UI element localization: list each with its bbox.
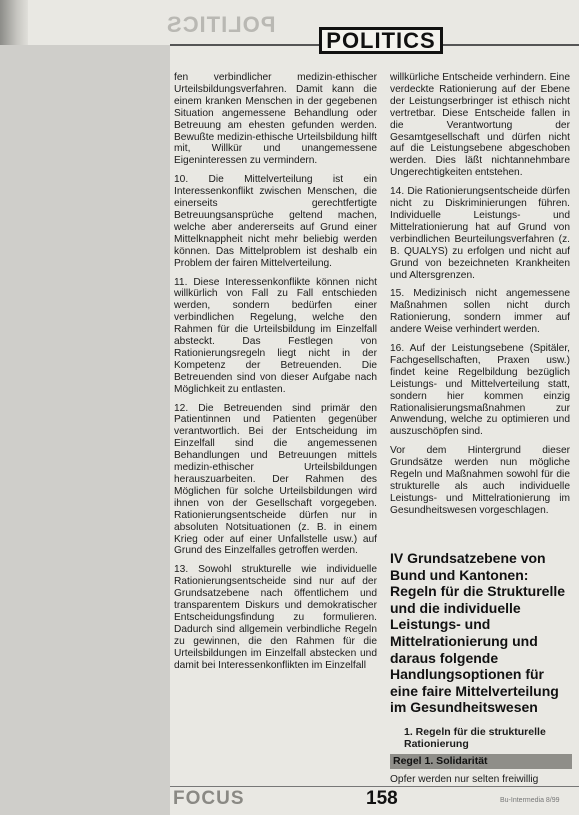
magazine-name: FOCUS (173, 788, 245, 809)
subheading: 1. Regeln für die strukturelle Rationierung (404, 725, 546, 750)
paragraph: Vor dem Hintergrund dieser Grundsätze werden nun mögliche Regeln und Maßnahmen sowohl für die strukturelle als auch individuelle Leistungs- und Mittelrationierung im Gesundheitswesen vorgeschlagen. (390, 445, 570, 516)
mirrored-ghost-title: POLITICS (166, 12, 276, 37)
paragraph: fen verbindlicher medizin-ethischer Urteilsbildungsverfahren. Damit kann die einem kranken Menschen in der gegebenen Situation angemessene Behandlung oder Betreuung am ehesten gefunden werden. Bewußte medizin-ethische Urteilsbildung hilft mit, Willkür und unangemessene Eigeninteressen zu vermindern. (174, 72, 377, 167)
section-heading: IV Grundsatzebene von Bund und Kantonen: Regeln für die Strukturelle und die individuelle Leistungs- und Mittelrationierung und daraus folgende Handlungsoptionen für eine faire Mittelverteilung im Gesundheitswesen (390, 550, 566, 716)
section-label: POLITICS (326, 27, 436, 53)
issue-code: Bu-Intermedia 8/99 (500, 797, 560, 804)
section-heading-block (390, 550, 572, 786)
text-column-left (174, 72, 377, 679)
text-column-right (390, 72, 570, 524)
footer-rule (170, 786, 579, 787)
paragraph: 13. Sowohl strukturelle wie individuelle Rationierungsentscheide sind nur auf der Grundsatzebene nach öffentlichem und transparentem Diskurs und demokratischer Entscheidungsfindung zu formulieren. Dadurch sind allgemein verbindliche Regeln zu gewinnen, die den Rahmen für die Urteilsbildungen im Einzelfall abstecken und damit bei Interessenkonflikten im Einzelfall (174, 564, 377, 671)
paragraph: 12. Die Betreuenden sind primär den Patientinnen und Patienten gegenüber verantwortlich. Bei der Entscheidung im Einzelfall sind die angemessenen Behandlungen und Betreuungen mittels medizin-ethischer Urteilsbildungen herauszuarbeiten. Der Rahmen des Möglichen für solche Urteilsbildungen wird ihnen von der Gesellschaft vorgegeben. Rationierungsentscheide dürfen nur in absoluten Notsituationen (z. B. in einem Krieg oder auf einer Unfallstelle usw.) auf Grund des Einzelfalles getroffen werden. (174, 402, 377, 557)
paragraph: 16. Auf der Leistungsebene (Spitäler, Fachgesellschaften, Praxen usw.) findet keine Regelbildung bezüglich Leistungs- und Mittelverteilung statt, sondern hier kommen einzig Rationalisierungsmaßnahmen zur Anwendung, welche zu optimieren und auszuschöpfen sind. (390, 343, 570, 438)
paragraph: 15. Medizinisch nicht angemessene Maßnahmen sollen nicht durch Rationierung, sondern immer auf andere Weise verhindert werden. (390, 288, 570, 336)
paragraph: 14. Die Rationierungsentscheide dürfen nicht zu Diskriminierungen führen. Individuelle Leistungs- und Mittelrationierung hat auf Grund von verbindlichen Beurteilungsverfahren (z. B. QUALYS) zu erfolgen und nicht auf Grund von bezeichneten Krankheiten und Altersgrenzen. (390, 186, 570, 281)
show-through-text (6, 0, 306, 44)
rule-label-bar: Regel 1. Solidarität (390, 754, 572, 769)
page-number: 158 (366, 788, 398, 809)
paragraph: 10. Die Mittelverteilung ist ein Interessenkonflikt zwischen Menschen, die einerseits gerechtfertigte Betreuungsansprüche geltend machen, welche aber andererseits auf Grund einer Mittelknappheit nicht mehr beliebig werden können. Das Mittelproblem ist deshalb ein Problem der fairen Mittelverteilung. (174, 174, 377, 269)
facing-page-margin (0, 45, 170, 815)
section-label-box (319, 27, 443, 54)
paragraph: willkürliche Entscheide verhindern. Eine verdeckte Rationierung auf der Ebene der Leistungserbringer ist ethisch nicht vertretbar. Diese Entscheide fallen in die Verantwortung der Gesamtgesellschaft und dürfen nicht auf die Leistungsebene abgeschoben werden. Dies läßt nichtannehmbare Ungerechtigkeiten entstehen. (390, 72, 570, 179)
paragraph: 11. Diese Interessenkonflikte können nicht willkürlich von Fall zu Fall entschieden werden, sondern bedürfen einer verbindlichen Regelung, welche den Rahmen für die Urteilsbildung im Einzelfall absteckt. Das Festlegen von Rationierungsregeln liegt nicht in der Kompetenz der Betreuenden. Die Betreuenden sind von dieser Aufgabe nach Möglichkeit zu entlasten. (174, 276, 377, 395)
paragraph-start: Opfer werden nur selten freiwillig (390, 773, 539, 785)
